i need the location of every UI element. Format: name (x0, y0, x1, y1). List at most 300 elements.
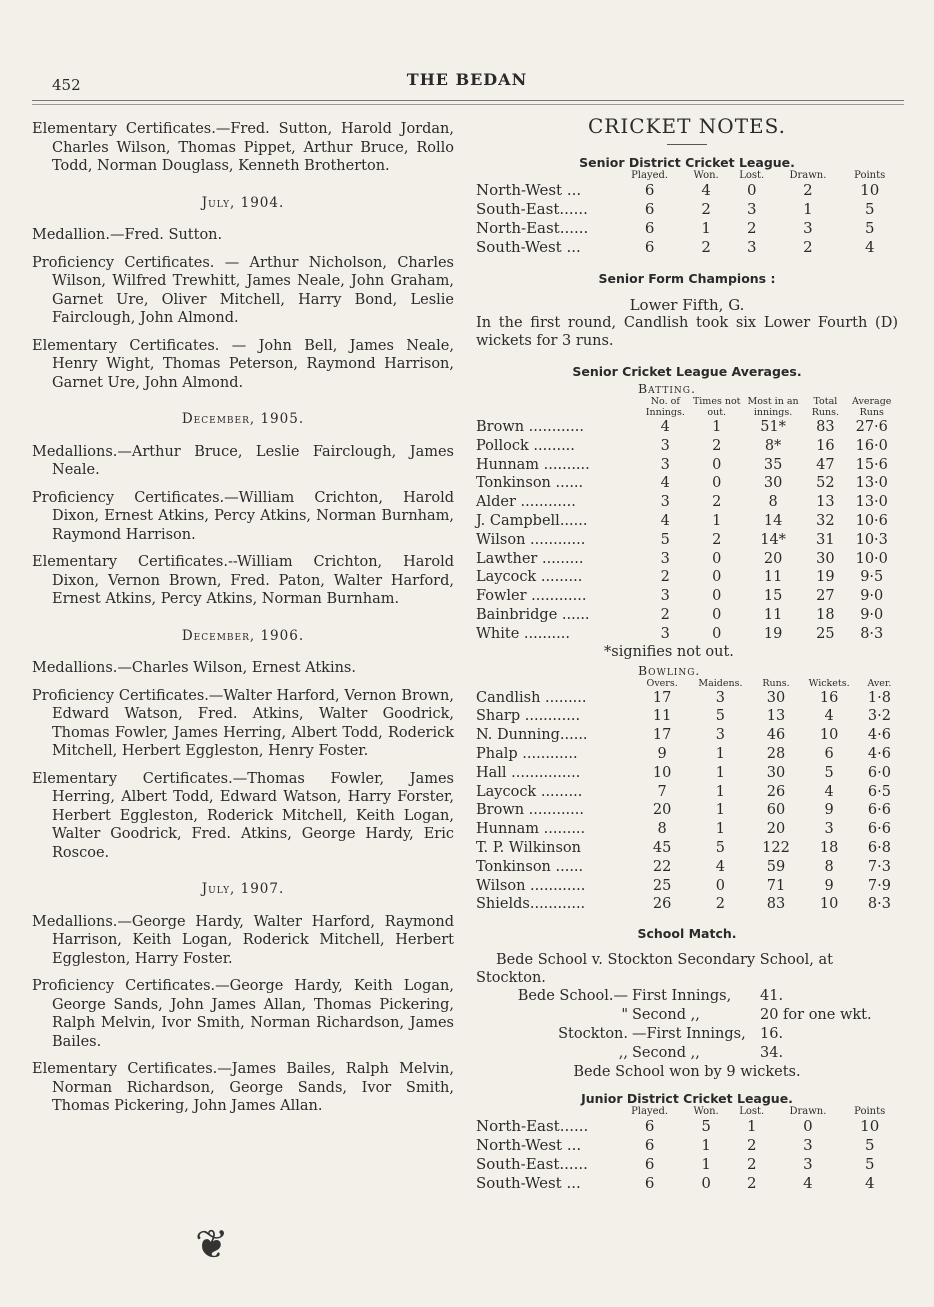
innings-label: —First Innings, (632, 1026, 746, 1043)
column-header: Played. (631, 170, 669, 181)
row-label: North-East...... (476, 1117, 589, 1136)
table-cell: 15 (763, 588, 783, 605)
table-cell: 8 (657, 821, 667, 838)
batting-row (476, 531, 898, 550)
table-cell: 3 (660, 437, 670, 454)
page-number: 452 (52, 76, 81, 94)
senior-league-table (476, 170, 898, 257)
batting-row (476, 512, 898, 531)
row-label: N. Dunning...... (476, 727, 588, 744)
table-cell: 10·0 (855, 550, 888, 567)
section-date-heading: July, 1907. (201, 881, 285, 897)
table-cell: 2 (660, 569, 670, 586)
table-cell: 6·6 (867, 802, 891, 819)
table-cell: 9 (824, 802, 834, 819)
table-cell: 10·6 (855, 512, 888, 529)
batting-table (476, 383, 898, 644)
table-cell: 6 (644, 1155, 655, 1174)
batting-label: Batting. (638, 381, 696, 396)
table-cell: 2 (746, 1155, 757, 1174)
bowling-row (476, 895, 898, 914)
row-label: Alder ............ (476, 494, 576, 511)
bowling-row (476, 858, 898, 877)
table-cell: 8* (764, 437, 782, 454)
innings-score: 20 for one wkt. (760, 1007, 872, 1024)
table-cell: 10·3 (855, 531, 888, 548)
row-label: Hunnam ......... (476, 821, 586, 838)
table-cell: 19 (763, 625, 783, 642)
team-name: " (621, 1007, 628, 1024)
table-cell: 0 (712, 569, 722, 586)
batting-row (476, 474, 898, 493)
table-cell: 1 (746, 1117, 757, 1136)
junior-league-heading: Junior District Cricket League. (581, 1091, 793, 1107)
table-cell: 1·8 (867, 689, 891, 706)
table-cell: 9·0 (860, 606, 884, 623)
innings-score: 16. (760, 1026, 784, 1043)
table-cell: 10 (819, 727, 839, 744)
row-label: North-East...... (476, 219, 589, 237)
table-cell: 31 (816, 531, 835, 548)
table-cell: 1 (712, 512, 722, 529)
row-label: White .......... (476, 625, 570, 642)
table-cell: 6 (644, 181, 655, 199)
table-cell: 6 (644, 1136, 655, 1155)
table-cell: 8 (824, 858, 834, 875)
table-cell: 4 (824, 783, 834, 800)
batting-row (476, 437, 898, 456)
table-cell: 52 (816, 475, 835, 492)
table-cell: 6·6 (867, 821, 891, 838)
batting-row (476, 568, 898, 587)
column-header: Points (854, 1106, 886, 1118)
school-match-heading: School Match. (637, 926, 737, 942)
averages-heading: Senior Cricket League Averages. (572, 364, 802, 379)
table-cell: 13·0 (855, 494, 888, 511)
table-cell: 5 (715, 708, 726, 725)
table-cell: 2 (712, 494, 722, 511)
innings-label: Second ,, (632, 1045, 700, 1062)
left-column (32, 120, 454, 1125)
table-cell: 17 (652, 689, 672, 706)
table-cell: 9·5 (860, 569, 884, 586)
table-cell: 3 (660, 625, 670, 642)
table-cell: 11 (763, 569, 783, 586)
table-cell: 0 (712, 606, 722, 623)
table-cell: 1 (715, 745, 726, 762)
form-champions-note: In the first round, Candlish took six Lower Fourth (D) wickets for 3 runs. (476, 315, 898, 349)
row-label: Lawther ......... (476, 550, 584, 567)
certificate-paragraph: Proficiency Certificates. — Arthur Nicholson, Charles Wilson, Wilfred Trewhitt, James Neale, John Graham, Garnet Ure, Oliver Mitchell, Harry Bond, Leslie Fairclough, John Almond. (32, 254, 454, 326)
junior-league-row (476, 1155, 898, 1174)
table-cell: 0 (712, 625, 722, 642)
form-champions-winner: Lower Fifth, G. (629, 296, 745, 314)
table-cell: 6·5 (867, 783, 891, 800)
table-cell: 4 (660, 419, 670, 435)
table-cell: 1 (715, 783, 726, 800)
row-label: Brown ............ (476, 802, 584, 819)
table-cell: 11 (763, 606, 783, 623)
table-cell: 3 (715, 689, 726, 706)
table-cell: 6 (644, 1174, 655, 1193)
table-cell: 45 (652, 839, 672, 856)
column-header: Played. (631, 1106, 669, 1118)
table-cell: 2 (660, 606, 670, 623)
row-label: Wilson ............ (476, 531, 586, 548)
column-header: Won. (693, 170, 719, 181)
batting-row (476, 606, 898, 625)
table-cell: 9 (657, 745, 667, 762)
table-cell: 0 (712, 588, 722, 605)
header-rule-thin (32, 104, 904, 105)
table-cell: 3 (660, 588, 670, 605)
table-cell: 4·6 (867, 727, 891, 744)
section-date-heading: July, 1904. (201, 194, 285, 211)
table-cell: 5 (864, 219, 875, 237)
table-cell: 14 (763, 512, 783, 529)
table-cell: 35 (763, 456, 783, 473)
table-cell: 3 (660, 456, 670, 473)
column-header: Aver. (867, 677, 892, 689)
table-cell: 13 (816, 494, 835, 511)
table-cell: 0 (712, 550, 722, 567)
batting-row (476, 456, 898, 475)
table-cell: 10 (652, 764, 672, 781)
table-cell: 5 (824, 764, 834, 781)
table-cell: 83 (766, 896, 786, 913)
table-cell: 5 (864, 200, 875, 218)
table-cell: 3 (660, 550, 670, 567)
table-cell: 2 (715, 896, 726, 913)
column-header: Times not out. (692, 396, 741, 418)
row-label: Hunnam .......... (476, 456, 590, 473)
column-header: Average Runs (852, 396, 892, 418)
table-cell: 4 (715, 858, 726, 875)
decorative-ornament-icon: ❦ (195, 1222, 229, 1268)
column-header: Drawn. (789, 1106, 827, 1118)
table-cell: 1 (715, 821, 726, 838)
table-cell: 5 (715, 839, 726, 856)
certificate-paragraph: Elementary Certificates.—James Bailes, Ralph Melvin, Norman Richardson, George Sands, Ivor Smith, Thomas Pickering, John James Allan. (32, 1061, 454, 1114)
team-name: Bede School.— (517, 988, 628, 1005)
table-cell: 1 (715, 764, 726, 781)
table-cell: 16·0 (855, 437, 888, 454)
table-cell: 3 (746, 200, 757, 218)
certificate-paragraph: Medallions.—Arthur Bruce, Leslie Fairclough, James Neale. (32, 443, 454, 478)
batting-footnote: *signifies not out. (604, 643, 734, 660)
bowling-row (476, 877, 898, 896)
row-label: Fowler ............ (476, 588, 587, 605)
row-label: North-West ... (476, 1136, 582, 1155)
school-match-scores (476, 987, 898, 1063)
certificate-paragraph: Elementary Certificates.--William Crichton, Harold Dixon, Vernon Brown, Fred. Paton, Walter Harford, Ernest Atkins, Percy Atkins, Norman Burnham. (32, 554, 454, 607)
innings-label: Second ,, (632, 1007, 700, 1024)
school-match-result: Bede School won by 9 wickets. (573, 1064, 801, 1081)
table-cell: 2 (803, 238, 813, 256)
table-cell: 5 (864, 1136, 875, 1155)
table-cell: 6 (644, 238, 655, 256)
table-cell: 2 (701, 200, 711, 218)
table-cell: 18 (819, 839, 839, 856)
certificate-paragraph: Medallions.—George Hardy, Walter Harford, Raymond Harrison, Keith Logan, Roderick Mitchell, Herbert Eggleston, Harry Foster. (32, 913, 454, 967)
column-header: Total Runs. (811, 396, 840, 418)
title-rule (667, 144, 707, 145)
column-header: Drawn. (789, 170, 827, 181)
row-label: Pollock ......... (476, 437, 575, 454)
table-cell: 0 (803, 1117, 813, 1136)
column-header: No. of Innings. (645, 396, 685, 418)
table-cell: 16 (819, 689, 839, 706)
table-cell: 5 (660, 531, 670, 548)
row-label: Tonkinson ...... (476, 858, 584, 875)
senior-league-row (476, 200, 898, 219)
section-date-heading: December, 1906. (181, 627, 305, 644)
table-cell: 71 (766, 877, 786, 894)
row-label: South-East...... (476, 200, 588, 218)
certificate-paragraph: Elementary Certificates.—Thomas Fowler, James Herring, Albert Todd, Edward Watson, Harry Forster, Herbert Eggleston, Roderick Mitchell, Keith Logan, Walter Goodrick, Fred. Atkins, George Hardy, Eric Roscoe. (32, 770, 454, 861)
table-cell: 2 (712, 437, 722, 454)
team-name: Stockton. (558, 1026, 628, 1043)
team-name: ,, (618, 1045, 628, 1062)
table-cell: 60 (766, 802, 786, 819)
row-label: North-West ... (476, 181, 582, 199)
certificate-paragraph: Medallions.—Charles Wilson, Ernest Atkins. (32, 660, 356, 676)
table-cell: 0 (746, 181, 757, 199)
column-header: Most in an innings. (747, 396, 799, 418)
table-cell: 18 (816, 606, 835, 623)
table-cell: 8 (768, 494, 778, 511)
bowling-row (476, 764, 898, 783)
innings-line (476, 987, 898, 1006)
table-cell: 6 (644, 1117, 655, 1136)
row-label: Laycock ......... (476, 783, 583, 800)
row-label: Sharp ............ (476, 708, 581, 725)
table-cell: 7·9 (867, 877, 891, 894)
table-cell: 10 (860, 181, 880, 199)
table-cell: 17 (652, 727, 672, 744)
table-cell: 13·0 (855, 475, 888, 492)
bowling-table (476, 662, 898, 915)
column-header: Wickets. (808, 677, 850, 689)
bowling-row (476, 783, 898, 802)
senior-league-row (476, 181, 898, 200)
table-cell: 2 (701, 238, 711, 256)
innings-score: 41. (760, 988, 784, 1005)
table-cell: 13 (766, 708, 786, 725)
table-cell: 1 (712, 419, 722, 435)
junior-league-row (476, 1136, 898, 1155)
header-rule (32, 100, 904, 101)
table-cell: 27·6 (855, 419, 888, 435)
certificate-paragraph: Medallion.—Fred. Sutton. (32, 227, 223, 243)
certificate-paragraph: Proficiency Certificates.—William Crichton, Harold Dixon, Ernest Atkins, Percy Atkins, Norman Burnham, Raymond Harrison. (32, 489, 454, 543)
innings-score: 34. (760, 1045, 784, 1062)
table-cell: 14* (760, 531, 786, 548)
innings-line (476, 1044, 898, 1063)
table-cell: 6 (644, 219, 655, 237)
batting-row (476, 550, 898, 569)
column-header: Points (854, 170, 886, 181)
row-label: South-West ... (476, 1174, 581, 1193)
table-cell: 6·8 (867, 839, 891, 856)
table-cell: 83 (816, 419, 835, 435)
table-cell: 8·3 (860, 625, 884, 642)
innings-label: First Innings, (632, 988, 732, 1005)
row-label: Bainbridge ...... (476, 606, 590, 623)
table-cell: 25 (816, 625, 835, 642)
certificate-paragraph: Elementary Certificates. — John Bell, James Neale, Henry Wight, Thomas Peterson, Raymond Harrison, Garnet Ure, John Almond. (32, 337, 454, 391)
table-cell: 10 (860, 1117, 880, 1136)
table-cell: 1 (803, 200, 813, 218)
table-cell: 27 (816, 588, 835, 605)
table-cell: 5 (701, 1117, 711, 1136)
innings-line (476, 1006, 898, 1025)
table-cell: 26 (652, 896, 672, 913)
table-cell: 3 (824, 821, 834, 838)
table-cell: 3 (803, 219, 813, 237)
innings-line (476, 1025, 898, 1044)
table-cell: 30 (766, 764, 786, 781)
batting-row (476, 493, 898, 512)
table-cell: 122 (762, 839, 790, 856)
table-cell: 0 (715, 877, 726, 894)
row-label: T. P. Wilkinson (476, 839, 581, 856)
table-cell: 10 (819, 896, 839, 913)
table-cell: 26 (766, 783, 786, 800)
table-cell: 3 (746, 238, 757, 256)
table-cell: 47 (816, 456, 835, 473)
table-cell: 3 (803, 1155, 813, 1174)
form-champions-heading: Senior Form Champions : (598, 271, 776, 286)
certificate-paragraph: Elementary Certificates.—Fred. Sutton, Harold Jordan, Charles Wilson, Thomas Pippet, Arthur Bruce, Rollo Todd, Norman Douglass, Kenneth Brotherton. (32, 121, 454, 174)
table-cell: 0 (701, 1174, 711, 1193)
table-cell: 2 (803, 181, 813, 199)
certificate-paragraph: Proficiency Certificates.—George Hardy, Keith Logan, George Sands, John James Allan, Thomas Pickering, Ralph Melvin, Ivor Smith, Norman Richardson, James Bailes. (32, 978, 454, 1050)
table-cell: 20 (763, 550, 783, 567)
batting-row (476, 587, 898, 606)
table-cell: 4 (803, 1174, 813, 1193)
table-cell: 9 (824, 877, 834, 894)
table-cell: 30 (763, 475, 783, 492)
table-cell: 4 (660, 475, 670, 492)
table-cell: 4 (864, 238, 875, 256)
bowling-row (476, 801, 898, 820)
table-cell: 1 (701, 219, 711, 237)
section-date-heading: December, 1905. (181, 411, 305, 427)
junior-league-row (476, 1174, 898, 1193)
bowling-row (476, 707, 898, 726)
table-cell: 6·0 (867, 764, 891, 781)
bowling-label: Bowling. (638, 662, 701, 678)
row-label: South-East...... (476, 1155, 588, 1174)
table-cell: 15·6 (855, 456, 888, 473)
table-cell: 3 (715, 727, 726, 744)
table-cell: 19 (816, 569, 835, 586)
table-cell: 28 (766, 745, 786, 762)
cricket-notes-title: CRICKET NOTES. (588, 114, 786, 138)
row-label: Brown ............ (476, 419, 584, 435)
column-header: Lost. (739, 170, 765, 181)
column-header: Maidens. (698, 677, 743, 689)
running-title: THE BEDAN (406, 70, 528, 89)
table-cell: 6 (644, 200, 655, 218)
table-cell: 4 (864, 1174, 875, 1193)
senior-league-heading: Senior District Cricket League. (579, 155, 795, 170)
table-cell: 9·0 (860, 588, 884, 605)
bowling-row (476, 726, 898, 745)
table-cell: 11 (652, 708, 672, 725)
certificate-paragraph: Proficiency Certificates.—Walter Harford, Vernon Brown, Edward Watson, Fred. Atkins, Walter Goodrick, Thomas Fowler, James Herring, Albert Todd, Roderick Mitchell, Herbert Eggleston, Henry Foster. (32, 687, 454, 759)
table-cell: 8·3 (867, 896, 891, 913)
table-cell: 4 (824, 708, 834, 725)
table-cell: 0 (712, 456, 722, 473)
table-cell: 2 (746, 1174, 757, 1193)
table-cell: 2 (746, 1136, 757, 1155)
column-header: Lost. (739, 1106, 765, 1118)
senior-league-row (476, 238, 898, 257)
row-label: South-West ... (476, 238, 581, 256)
table-cell: 5 (864, 1155, 875, 1174)
table-cell: 32 (816, 512, 835, 529)
table-cell: 7·3 (867, 858, 891, 875)
senior-league-row (476, 219, 898, 238)
table-cell: 20 (652, 802, 672, 819)
table-cell: 20 (766, 821, 786, 838)
row-label: Tonkinson ...... (476, 475, 584, 492)
column-header: Won. (693, 1106, 719, 1118)
table-cell: 3·2 (867, 708, 891, 725)
table-cell: 30 (816, 550, 835, 567)
table-cell: 25 (652, 877, 672, 894)
school-match-intro: Bede School v. Stockton Secondary School, at Stockton. (476, 952, 833, 987)
table-cell: 2 (746, 219, 757, 237)
table-cell: 4·6 (867, 745, 891, 762)
table-cell: 3 (660, 494, 670, 511)
table-cell: 46 (766, 727, 786, 744)
table-cell: 30 (766, 689, 786, 706)
table-cell: 1 (701, 1155, 711, 1174)
table-cell: 59 (766, 858, 786, 875)
table-cell: 22 (652, 858, 672, 875)
column-header: Overs. (646, 677, 678, 689)
table-cell: 1 (715, 802, 726, 819)
row-label: Phalp ............ (476, 745, 578, 762)
row-label: Wilson ............ (476, 877, 586, 894)
row-label: Candlish ......... (476, 689, 587, 706)
table-cell: 0 (712, 475, 722, 492)
table-cell: 1 (701, 1136, 711, 1155)
bowling-row (476, 820, 898, 839)
table-cell: 16 (816, 437, 835, 454)
row-label: Shields............ (476, 896, 586, 913)
table-cell: 51* (760, 419, 786, 435)
table-cell: 3 (803, 1136, 813, 1155)
row-label: Hall ............... (476, 764, 581, 781)
batting-row (476, 418, 898, 437)
column-header: Runs. (762, 677, 790, 689)
batting-row (476, 625, 898, 644)
table-cell: 4 (701, 181, 711, 199)
junior-league-row (476, 1117, 898, 1136)
junior-league-table (476, 1106, 898, 1193)
right-column (476, 112, 898, 1193)
table-cell: 4 (660, 512, 670, 529)
table-cell: 7 (657, 783, 667, 800)
bowling-row (476, 745, 898, 764)
bowling-row (476, 689, 898, 708)
bowling-row (476, 839, 898, 858)
table-cell: 2 (712, 531, 722, 548)
